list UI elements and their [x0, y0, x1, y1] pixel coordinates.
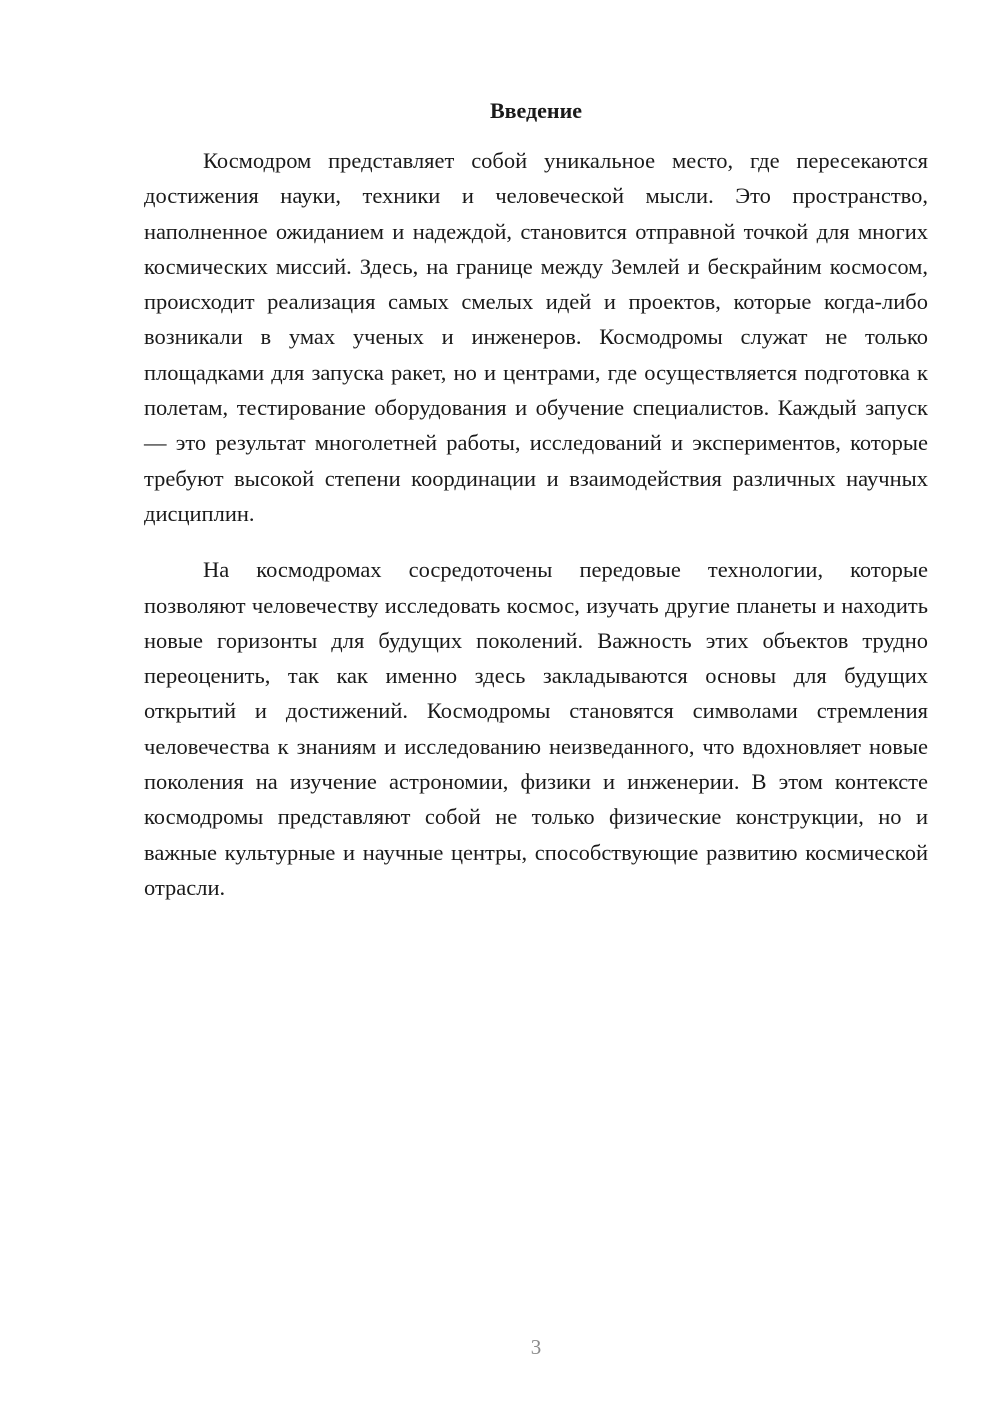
paragraph-technologies: На космодромах сосредоточены передовые технологии, которые позволяют человечеству исследовать космос, изучать другие планеты и находить новые горизонты для будущих поколений. Важность этих объектов трудно переоценить, так как именно здесь закладываются основы для будущих открытий и достижений. Космодромы становятся символами стремления человечества к знаниям и исследованию неизведанного, что вдохновляет новые поколения на изучение астрономии, физики и инженерии. В этом контексте космодромы представляют собой не только физические конструкции, но и важные культурные и научные центры, способствующие развитию космической отрасли. [144, 557, 928, 900]
body-text [144, 143, 928, 905]
section-heading: Введение [489, 98, 583, 123]
page-number: 3 [530, 1335, 542, 1359]
paragraph-intro: Космодром представляет собой уникальное место, где пересекаются достижения науки, техники и человеческой мысли. Это пространство, наполненное ожиданием и надеждой, становится отправной точкой для многих космических миссий. Здесь, на границе между Землей и бескрайним космосом, происходит реализация самых смелых идей и проектов, которые когда-либо возникали в умах ученых и инженеров. Космодромы служат не только площадками для запуска ракет, но и центрами, где осуществляется подготовка к полетам, тестирование оборудования и обучение специалистов. Каждый запуск — это результат многолетней работы, исследований и экспериментов, которые требуют высокой степени координации и взаимодействия различных научных дисциплин. [144, 148, 928, 526]
